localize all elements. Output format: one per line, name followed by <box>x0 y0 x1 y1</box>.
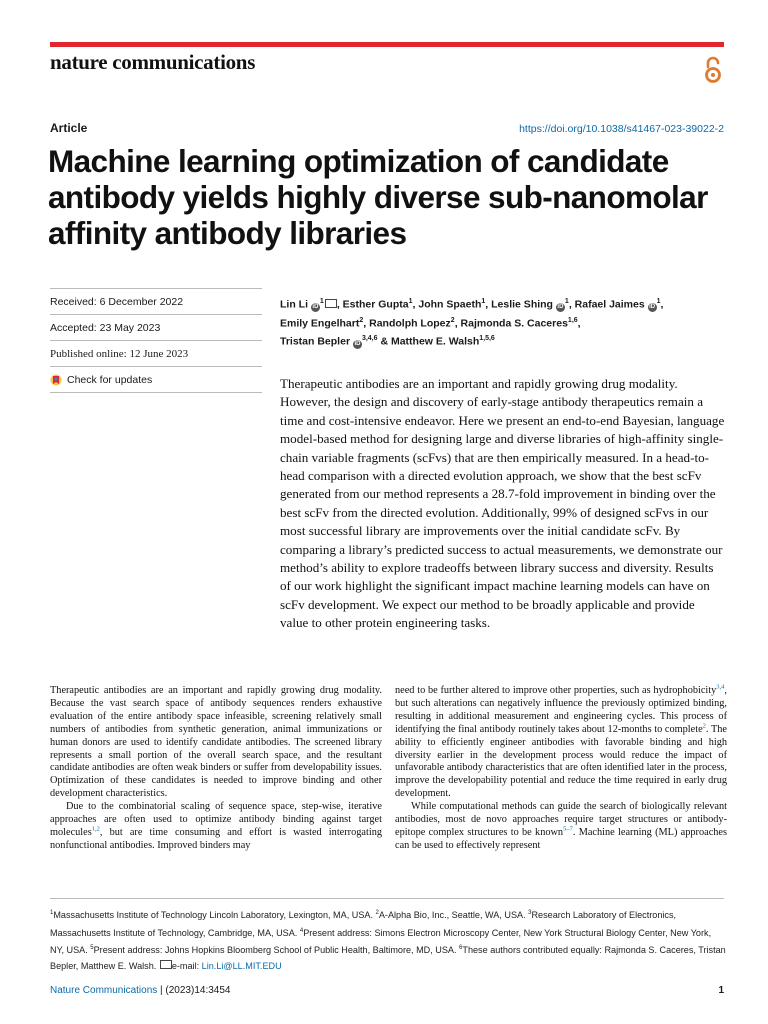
body-paragraph <box>395 685 727 801</box>
footnote-divider <box>50 898 724 899</box>
body-text: , but are time consuming and effort is wasted interrogating nonfunctional antibodies. Improved binders may <box>50 826 382 851</box>
page-number: 1 <box>718 985 724 996</box>
footer-journal-link[interactable]: Nature Communications <box>50 985 158 996</box>
affiliation-3: Research Laboratory of Electronics, Massachusetts Institute of Technology, Cambridge, MA, USA. <box>50 910 677 938</box>
affiliation-5: Present address: Johns Hopkins Bloomberg School of Public Health, Baltimore, MD, USA. <box>93 945 460 956</box>
body-text: need to be further altered to improve other properties, such as hydrophobicity <box>395 685 717 696</box>
article-type: Article <box>50 121 88 135</box>
body-column-left <box>50 685 382 853</box>
citation-ref[interactable]: 2 <box>702 722 706 730</box>
citation-ref[interactable]: 5–7 <box>563 825 573 833</box>
check-for-updates-button[interactable] <box>50 366 262 393</box>
author-name[interactable]: Matthew E. Walsh <box>390 335 480 348</box>
check-for-updates-label: Check for updates <box>67 373 153 386</box>
header-rule <box>50 42 724 47</box>
body-paragraph: Therapeutic antibodies are an important and rapidly growing drug modality. Because the vast search space of antibody sequences renders exhaustive evaluation of the entire antibody space infeasible, screening relatively small numbers of antibodies from synthetic generation, animal immunizations or human donors are used to identify candidate antibodies. The screened library represents a small portion of the overall search space, and the resultant candidate antibodies are often weak binders or suffer from developability issues. Optimization of these candidates is needed to improve binding and other development characteristics. <box>50 685 382 800</box>
body-paragraph <box>50 801 382 853</box>
footer-citation: | (2023)14:3454 <box>157 985 231 996</box>
email-icon[interactable] <box>325 299 337 308</box>
orcid-icon[interactable]: iD <box>557 303 564 310</box>
crossmark-icon <box>50 374 62 386</box>
accepted-date: Accepted: 23 May 2023 <box>50 314 262 340</box>
affiliation-sup: 1 <box>481 298 486 305</box>
affiliation-2: A-Alpha Bio, Inc., Seattle, WA, USA. <box>378 910 529 921</box>
article-title: Machine learning optimization of candidate antibody yields highly diverse sub-nanomolar affinity antibody libraries <box>48 143 708 251</box>
author-name[interactable]: Lin Li <box>280 298 308 311</box>
affiliation-sup: 1 <box>564 298 569 305</box>
affiliation-4: Present address: Simons Electron Microscopy Center, New York Structural Biology Center, New York, NY, USA. <box>50 927 712 956</box>
body-text: . Machine learning (ML) approaches can be used to effectively represent <box>395 826 727 851</box>
received-date: Received: 6 December 2022 <box>50 288 262 314</box>
journal-name[interactable]: nature communications <box>50 50 256 74</box>
affiliations: $^1$Massachusetts Institute of Technology Lincoln Laboratory, Lexington, MA, USA. $^2$A-Alpha Bio, Inc., Seattle, WA, USA. $^3$Research Laboratory of Electronics, Massachusetts Institute of Technology, Cambridge, MA, USA. $^4$Present address: Simons Electron Microscopy Center, New York Structural Biology Center, New York, NY, USA. $^5$Present address: Johns Hopkins Bloomberg School of Public Health, Baltimore, MD, USA. $^6$These authors contributed equally: Rajmonda S. Caceres, Tristan Bepler, Matthew E. Walsh. e-mail: Lin.Li@LL.MIT.EDU <box>50 910 726 971</box>
body-text: Due to the combinatorial scaling of sequence space, step-wise, iterative approaches are often used to optimize antibody binding against target molecules <box>50 801 382 838</box>
orcid-icon[interactable]: iD <box>312 303 319 310</box>
affiliation-sup: 3,4,6 <box>361 335 378 342</box>
body-text: , but such alterations can negatively influence the previously optimized binding, resulting in additional measurement and engineering cycles. This process of identifying the final antibody routinely takes about 12-months to complete <box>395 685 727 735</box>
email-label: e-mail: <box>171 960 202 971</box>
email-icon <box>160 960 172 969</box>
author-name[interactable]: Tristan Bepler <box>280 335 351 348</box>
published-date: Published online: 12 June 2023 <box>50 340 262 366</box>
author-list: Lin Li $iD^1$ , Esther Gupta$^1$, John Spaeth$^1$, Leslie Shing $iD^1$, Rafael Jaimes $iD^1$, Emily Engelhart$^2$, Randolph Lopez$^2$, Rajmonda S. Caceres$^{1,6}$, Tristan Bepler iD$^{3,4,6}$ & Matthew E. Walsh$^{1,5,6}$ <box>280 298 664 348</box>
body-text: . The ability to efficiently engineer antibodies with favorable binding and high diversity earlier in the development process would reduce the impact of unfavorable antibody characteristics that are often identified later in the process, improve the developability potential and reduce the time required in early drug development. <box>395 723 727 800</box>
page-footer <box>50 985 724 996</box>
author-name[interactable]: Emily Engelhart <box>280 317 360 329</box>
affiliation-sup: 1 <box>408 298 413 305</box>
affiliation-sup: 1 <box>656 298 661 305</box>
author-name[interactable]: Rajmonda S. Caceres <box>460 317 568 329</box>
publication-dates <box>50 288 262 393</box>
affiliation-sup: 1,5,6 <box>479 335 495 342</box>
author-name[interactable]: Leslie Shing <box>491 298 553 311</box>
body-column-right <box>395 685 727 853</box>
abstract: Therapeutic antibodies are an important and rapidly growing drug modality. However, the design and discovery of early-stage antibody therapeutics remain a time and cost-intensive endeavor. Here we present an end-to-end Bayesian, language model-based method for designing large and diverse libraries of high-affinity single-chain variable fragments (scFvs) that are then empirically measured. In a head-to-head comparison with a directed evolution approach, we show that the best scFv generated from our method represents a 28.7-fold improvement in binding over the best scFv from the directed evolution. Additionally, 99% of designed scFvs in our most successful library are improvements over the initial candidate scFv. By comparing a library’s predicted success to actual measurements, we demonstrate our method’s ability to explore tradeoffs between library success and diversity. Results of our work highlight the significant impact machine learning models can have on scFv development. We expect our method to be broadly applicable and provide value to other protein engineering tasks. <box>280 376 725 631</box>
orcid-icon[interactable]: iD <box>354 340 361 347</box>
affiliation-sup: 1 <box>319 298 324 305</box>
doi-link[interactable]: https://doi.org/10.1038/s41467-023-39022-2 <box>519 123 724 135</box>
orcid-icon[interactable]: iD <box>649 303 656 310</box>
author-name[interactable]: Esther Gupta <box>342 298 409 311</box>
affiliation-1: Massachusetts Institute of Technology Lincoln Laboratory, Lexington, MA, USA. <box>53 910 376 921</box>
open-access-icon <box>703 55 723 85</box>
citation-ref[interactable]: 3,4 <box>716 683 725 691</box>
author-name[interactable]: Randolph Lopez <box>369 317 451 329</box>
body-paragraph <box>395 801 727 853</box>
affiliation-sup: 2 <box>450 316 455 324</box>
affiliation-6: These authors contributed equally: Rajmonda S. Caceres, Tristan Bepler, Matthew E. Walsh. <box>50 945 726 971</box>
email-link[interactable]: Lin.Li@LL.MIT.EDU <box>201 960 282 971</box>
author-name[interactable]: Rafael Jaimes <box>574 298 645 311</box>
affiliation-sup: 1,6 <box>567 316 578 324</box>
body-text: While computational methods can guide the search of biologically relevant antibodies, most de novo approaches require target structures or antibody-epitope complex structures to be known <box>395 801 727 838</box>
affiliation-sup: 2 <box>359 316 364 324</box>
citation-ref[interactable]: 1,2 <box>91 825 100 833</box>
author-name[interactable]: John Spaeth <box>418 298 482 311</box>
